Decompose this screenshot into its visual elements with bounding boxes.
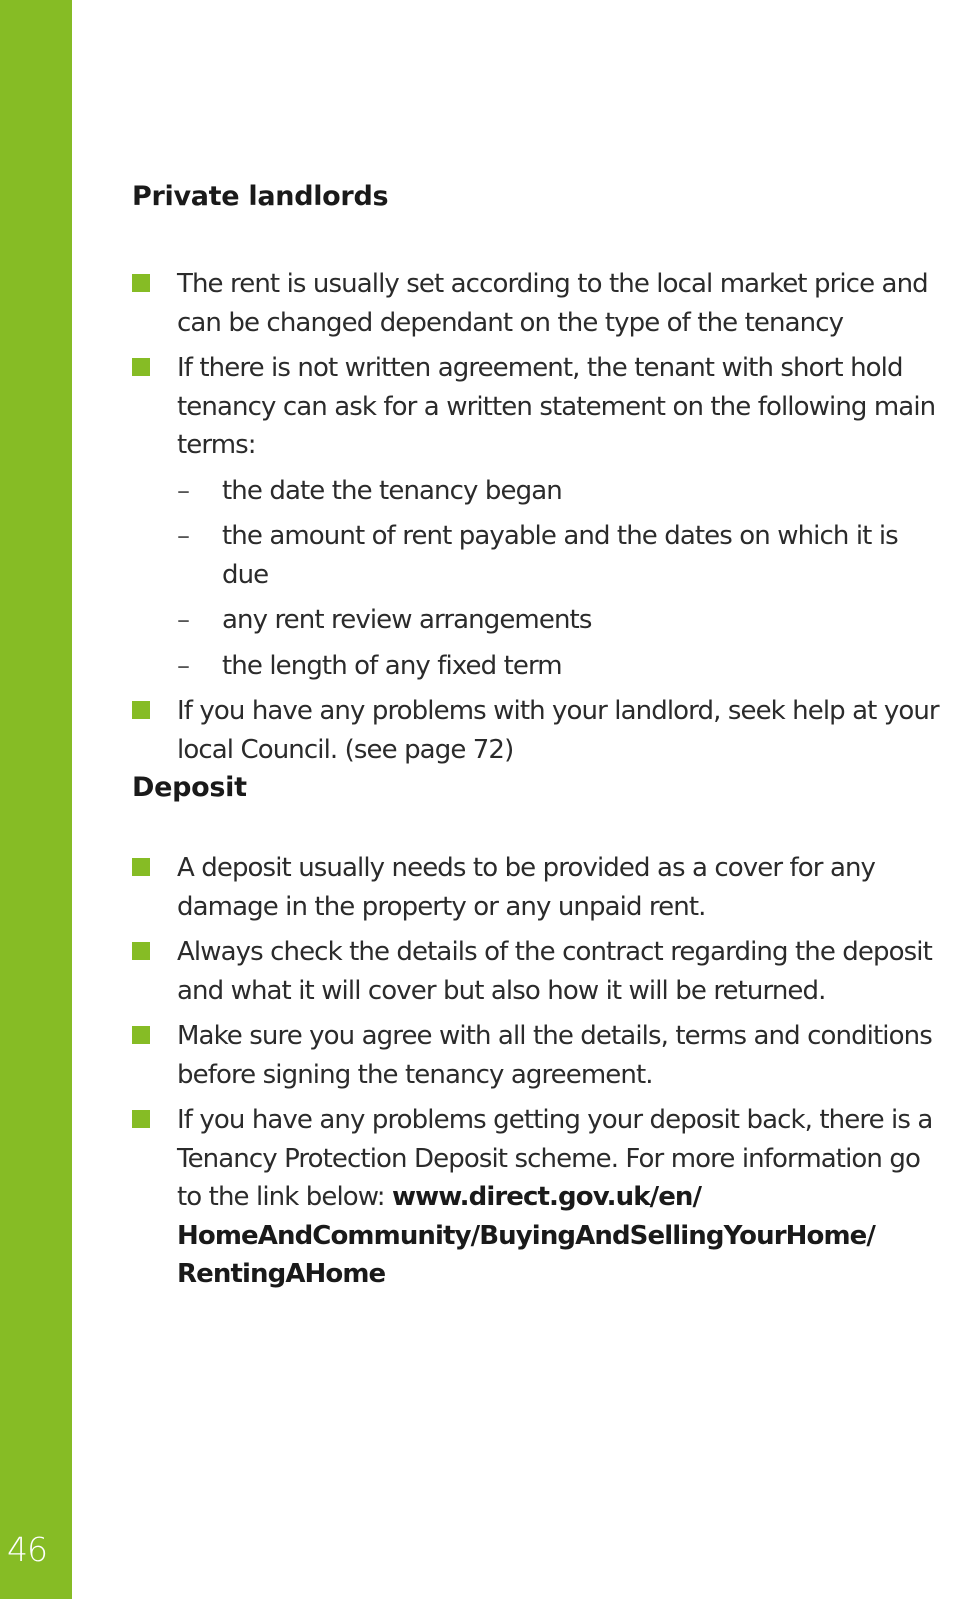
square-bullet-icon (132, 274, 150, 292)
square-bullet-icon (132, 701, 150, 719)
direct-gov-link[interactable]: www.direct.gov.uk/en/HomeAndCommunity/BuyingAndSellingYourHome/RentingAHome (177, 1182, 875, 1289)
sublist-item-text: the date the tenancy began (222, 475, 562, 506)
sublist-item (177, 517, 947, 594)
list-item (132, 933, 947, 1010)
dash-bullet-icon: – (177, 605, 190, 635)
list-item-text: Make sure you agree with all the details, terms and conditions before signing the tenancy agreement. (177, 1021, 932, 1090)
sublist-item-text: the length of any fixed term (222, 650, 562, 681)
private-landlords-list (132, 265, 947, 776)
square-bullet-icon (132, 1110, 150, 1128)
page-number: 46 (7, 1530, 47, 1569)
sublist-item (177, 601, 947, 640)
square-bullet-icon (132, 1026, 150, 1044)
dash-bullet-icon: – (177, 475, 190, 506)
list-item (132, 349, 947, 685)
list-item (132, 692, 947, 769)
list-item-text: A deposit usually needs to be provided as a cover for any damage in the property or any unpaid rent. (177, 853, 876, 922)
deposit-list (132, 849, 947, 1301)
section-heading-deposit: Deposit (132, 772, 247, 803)
square-bullet-icon (132, 942, 150, 960)
sidebar-accent-bar (0, 0, 72, 1599)
sublist-item-text: the amount of rent payable and the dates on which it is due (222, 521, 898, 590)
list-item-text: If there is not written agreement, the tenant with short hold tenancy can ask for a written statement on the following main terms: (177, 353, 936, 460)
list-item (132, 1101, 947, 1294)
list-item-text: Always check the details of the contract regarding the deposit and what it will cover but also how it will be returned. (177, 937, 932, 1006)
list-item (132, 265, 947, 342)
section-heading-private-landlords: Private landlords (132, 181, 389, 212)
dash-bullet-icon: – (177, 650, 190, 681)
sublist-item (177, 647, 947, 686)
dash-bullet-icon: – (177, 521, 190, 551)
square-bullet-icon (132, 858, 150, 876)
main-terms-sublist (177, 472, 947, 686)
list-item (132, 849, 947, 926)
list-item-text: If you have any problems getting your deposit back, there is a Tenancy Protection Deposit scheme. For more information go to the link below: (177, 1105, 933, 1212)
sublist-item-text: any rent review arrangements (222, 605, 592, 635)
list-item-text: The rent is usually set according to the local market price and can be changed dependant on the type of the tenancy (177, 269, 928, 338)
square-bullet-icon (132, 358, 150, 376)
list-item (132, 1017, 947, 1094)
list-item-text: If you have any problems with your landlord, seek help at your local Council. (see page 72) (177, 696, 939, 765)
sublist-item (177, 472, 947, 511)
